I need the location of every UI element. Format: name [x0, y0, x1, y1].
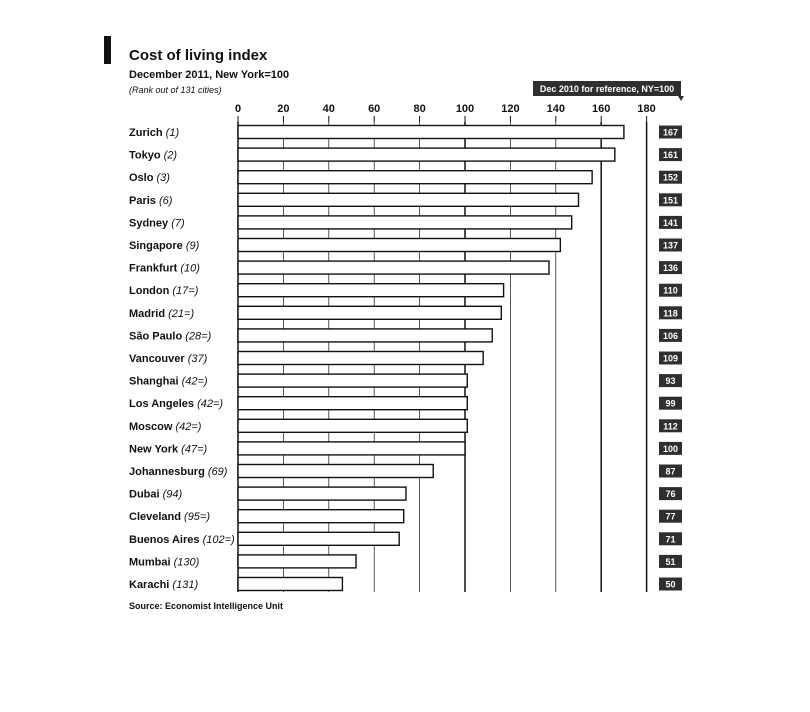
reference-value-label: 51 — [665, 556, 676, 567]
city-name: Zurich — [129, 127, 166, 139]
reference-value-label: 100 — [662, 443, 679, 454]
bar — [238, 532, 399, 545]
reference-value-label: 161 — [662, 150, 679, 161]
city-name: Frankfurt — [129, 262, 181, 275]
reference-value-label: 93 — [665, 376, 676, 387]
reference-value-label: 76 — [665, 489, 676, 500]
city-name: Madrid — [129, 307, 169, 320]
reference-value-label: 87 — [665, 466, 676, 477]
bar — [238, 352, 483, 365]
city-name: Shanghai — [129, 375, 182, 388]
bar — [238, 126, 624, 139]
bar — [238, 397, 467, 410]
chart-title: Cost of living index — [129, 47, 268, 64]
category-label — [129, 466, 228, 478]
bar — [238, 261, 549, 274]
reference-value-label: 141 — [662, 217, 679, 228]
city-rank: (6) — [158, 194, 173, 207]
city-rank: (42=) — [181, 375, 208, 388]
category-label — [129, 308, 194, 320]
city-rank: (130) — [173, 556, 200, 569]
city-name: Dubai — [129, 488, 163, 501]
category-label — [129, 285, 199, 297]
city-rank: (47=) — [181, 443, 208, 456]
reference-value-badge — [659, 306, 682, 319]
reference-value-badge — [659, 555, 682, 568]
category-label — [129, 150, 177, 162]
bar — [238, 555, 356, 568]
bar — [238, 442, 465, 455]
x-tick-label: 60 — [368, 103, 381, 115]
secondary-header-box — [533, 81, 684, 101]
category-label — [129, 376, 208, 388]
city-rank: (131) — [172, 579, 199, 591]
category-label — [129, 240, 200, 252]
bar — [238, 487, 406, 500]
chart-subtitle: December 2011, New York=100 — [129, 69, 290, 81]
reference-value-label: 106 — [662, 330, 679, 341]
bar — [238, 510, 404, 523]
city-name: Oslo — [129, 172, 157, 185]
chart-source: Source: Economist Intelligence Unit — [129, 601, 284, 611]
reference-value-badge — [659, 397, 682, 410]
category-label — [129, 556, 200, 568]
secondary-header-text: Dec 2010 for reference, NY=100 — [539, 84, 675, 94]
city-rank: (3) — [156, 172, 170, 185]
reference-value-badge — [659, 261, 682, 274]
title-accent-bar — [104, 36, 111, 64]
city-name: Singapore — [129, 240, 186, 252]
reference-value-badge — [659, 284, 682, 297]
reference-value-label: 152 — [662, 172, 679, 183]
x-tick-label: 20 — [277, 103, 290, 115]
category-label — [129, 127, 179, 139]
bar — [238, 306, 501, 319]
bar — [238, 171, 592, 184]
reference-value-badge — [659, 465, 682, 478]
city-name: Tokyo — [129, 149, 164, 162]
reference-value-badge — [659, 193, 682, 206]
category-label — [129, 195, 173, 207]
bar — [238, 284, 504, 297]
category-label — [129, 330, 212, 342]
city-rank: (28=) — [185, 330, 212, 343]
x-tick-label: 80 — [413, 103, 426, 115]
reference-value-label: 118 — [663, 308, 678, 319]
reference-value-label: 99 — [665, 398, 676, 409]
city-rank: (17=) — [172, 285, 199, 298]
reference-value-badge — [659, 510, 682, 523]
reference-value-badge — [659, 171, 682, 184]
category-label — [129, 353, 208, 365]
x-tick-label: 100 — [455, 103, 475, 115]
reference-value-label: 137 — [662, 240, 679, 251]
reference-value-badge — [659, 578, 682, 591]
reference-value-label: 110 — [663, 285, 678, 296]
city-rank: (42=) — [175, 420, 202, 433]
bar — [238, 374, 467, 387]
category-label — [129, 511, 210, 523]
bar — [238, 329, 492, 342]
bar — [238, 419, 467, 432]
city-name: São Paulo — [129, 330, 186, 343]
category-label — [129, 534, 235, 546]
reference-value-label: 167 — [662, 127, 679, 138]
chart-note: (Rank out of 131 cities) — [129, 85, 222, 95]
x-tick-label: 40 — [322, 103, 335, 115]
x-tick-label: 0 — [234, 103, 242, 115]
city-name: Karachi — [129, 579, 173, 591]
reference-value-badge — [659, 329, 682, 342]
city-name: Cleveland — [129, 511, 185, 524]
city-name: Mumbai — [129, 556, 174, 569]
category-label — [129, 443, 207, 455]
bar — [238, 216, 572, 229]
city-rank: (2) — [163, 149, 178, 162]
reference-value-badge — [659, 352, 682, 365]
bar — [238, 148, 615, 161]
reference-value-label: 109 — [662, 353, 679, 364]
city-rank: (42=) — [197, 398, 224, 411]
city-name: Buenos Aires — [129, 533, 203, 546]
city-name: Johannesburg — [129, 466, 208, 478]
city-name: Sydney — [129, 217, 172, 230]
category-labels — [129, 127, 235, 591]
city-rank: (21=) — [168, 307, 195, 320]
city-rank: (9) — [185, 240, 200, 252]
x-tick-label: 180 — [637, 103, 656, 115]
reference-value-label: 136 — [662, 263, 679, 274]
bar — [238, 193, 579, 206]
reference-value-label: 151 — [662, 195, 679, 206]
category-label — [129, 172, 170, 184]
reference-value-badge — [659, 126, 682, 139]
x-tick-label: 140 — [546, 103, 565, 115]
city-name: Los Angeles — [129, 398, 198, 411]
city-rank: (7) — [171, 217, 185, 230]
city-rank: (10) — [180, 262, 200, 275]
city-rank: (102=) — [202, 533, 235, 546]
reference-value-label: 50 — [665, 579, 676, 590]
x-axis-ticks — [235, 103, 656, 122]
category-label — [129, 217, 185, 229]
x-tick-label: 120 — [501, 103, 520, 115]
reference-value-label: 71 — [665, 534, 676, 545]
city-rank: (1) — [165, 127, 180, 139]
reference-value-badge — [659, 239, 682, 252]
bar — [238, 239, 560, 252]
city-name: New York — [129, 443, 182, 456]
reference-value-badge — [659, 419, 682, 432]
reference-value-label: 77 — [665, 511, 676, 522]
city-rank: (94) — [162, 488, 183, 501]
reference-value-badge — [659, 532, 682, 545]
category-label — [129, 263, 200, 275]
bar — [238, 578, 342, 591]
bars — [238, 126, 624, 591]
city-name: Moscow — [129, 420, 176, 433]
city-rank: (95=) — [184, 511, 211, 524]
city-rank: (69) — [207, 466, 228, 478]
reference-value-badge — [659, 487, 682, 500]
bar — [238, 465, 433, 478]
city-rank: (37) — [187, 353, 208, 365]
x-tick-label: 160 — [592, 103, 611, 115]
reference-value-badge — [659, 374, 682, 387]
reference-value-badge — [659, 442, 682, 455]
category-label — [129, 579, 198, 591]
category-label — [129, 489, 183, 501]
city-name: Vancouver — [129, 353, 188, 365]
reference-value-badge — [659, 216, 682, 229]
reference-values — [659, 126, 682, 591]
city-name: Paris — [129, 194, 159, 207]
category-label — [129, 421, 202, 433]
city-name: London — [129, 285, 173, 298]
reference-value-badge — [659, 148, 682, 161]
category-label — [129, 398, 223, 410]
reference-value-label: 112 — [663, 421, 678, 432]
